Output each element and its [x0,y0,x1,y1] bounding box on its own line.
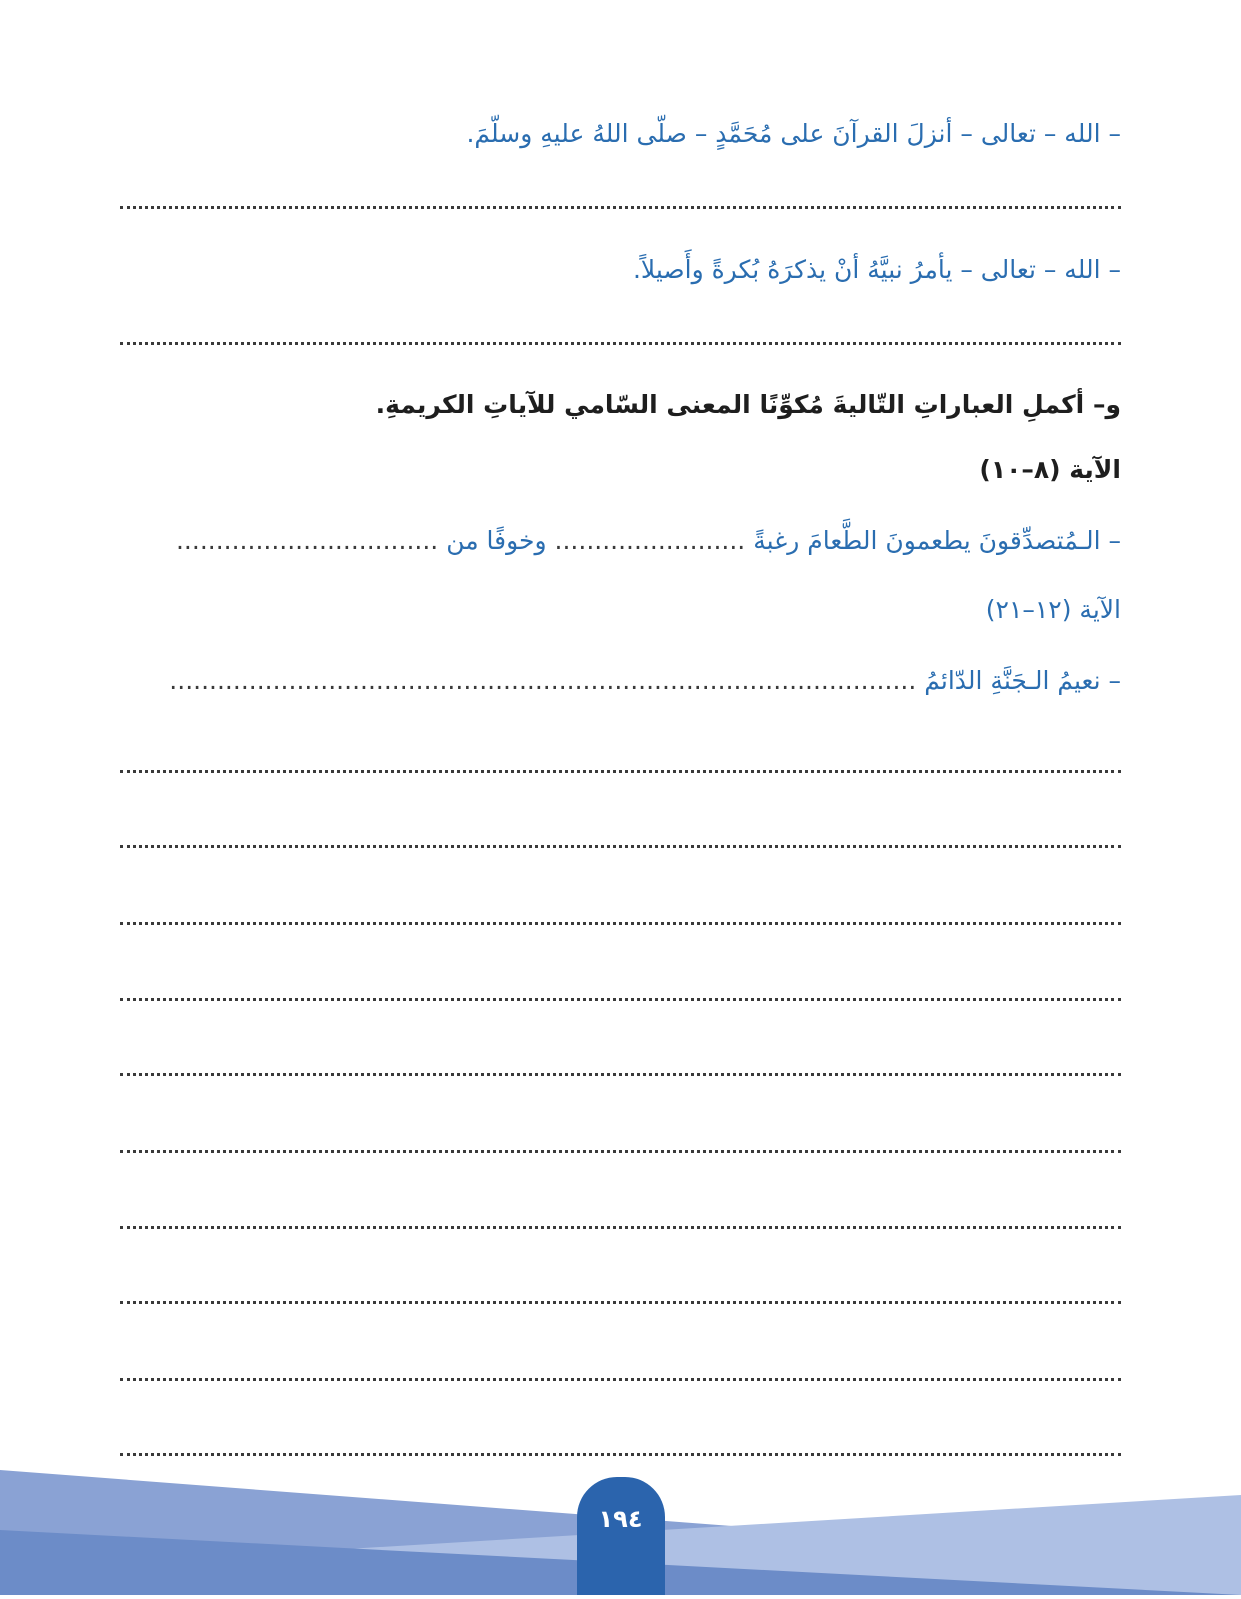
answer-line-2[interactable] [120,342,1121,345]
statement-quran-revealed: – الله – تعالى – أنزلَ القرآنَ على مُحَمَّدٍ – صلّى اللهُ عليهِ وسلّمَ. [466,119,1121,148]
answer-line-11[interactable] [120,1378,1121,1381]
sentence-1-start: – الـمُتصدِّقونَ يطعمونَ الطَّعامَ رغبةً [753,526,1121,555]
ayah-range-label-1: الآية (٨–١٠) [979,455,1121,484]
ayah-range-label-2: الآية (١٢–٢١) [985,595,1121,624]
answer-line-4[interactable] [120,845,1121,848]
answer-line-9[interactable] [120,1226,1121,1229]
answer-line-10[interactable] [120,1301,1121,1304]
answer-line-3[interactable] [120,770,1121,773]
footer-band [0,1470,1241,1595]
sentence-2-start: – نعيمُ الـجَنَّةِ الدّائمُ [924,666,1121,695]
answer-line-12[interactable] [120,1453,1121,1456]
statement-remember-morning-evening: – الله – تعالى – يأمرُ نبيَّهُ أنْ يذكرَهُ بُكرةً وأَصيلاً. [632,255,1121,284]
answer-line-6[interactable] [120,998,1121,1001]
page-number-tab: ١٩٤ [577,1477,665,1595]
completion-sentence-2 [120,663,1121,699]
completion-sentence-1 [120,523,1121,559]
blank-3[interactable]: .............................................................................................. [169,666,917,695]
answer-line-1[interactable] [120,206,1121,209]
sentence-1-middle: وخوفًا من [446,526,547,555]
answer-line-5[interactable] [120,922,1121,925]
blank-1[interactable]: ........................ [554,526,746,555]
answer-line-7[interactable] [120,1073,1121,1076]
answer-line-8[interactable] [120,1150,1121,1153]
exercise-heading: و– أكملِ العباراتِ التّاليةَ مُكوِّنًا المعنى السّامي للآياتِ الكريمةِ. [375,390,1121,419]
blank-2[interactable]: ................................. [175,526,439,555]
